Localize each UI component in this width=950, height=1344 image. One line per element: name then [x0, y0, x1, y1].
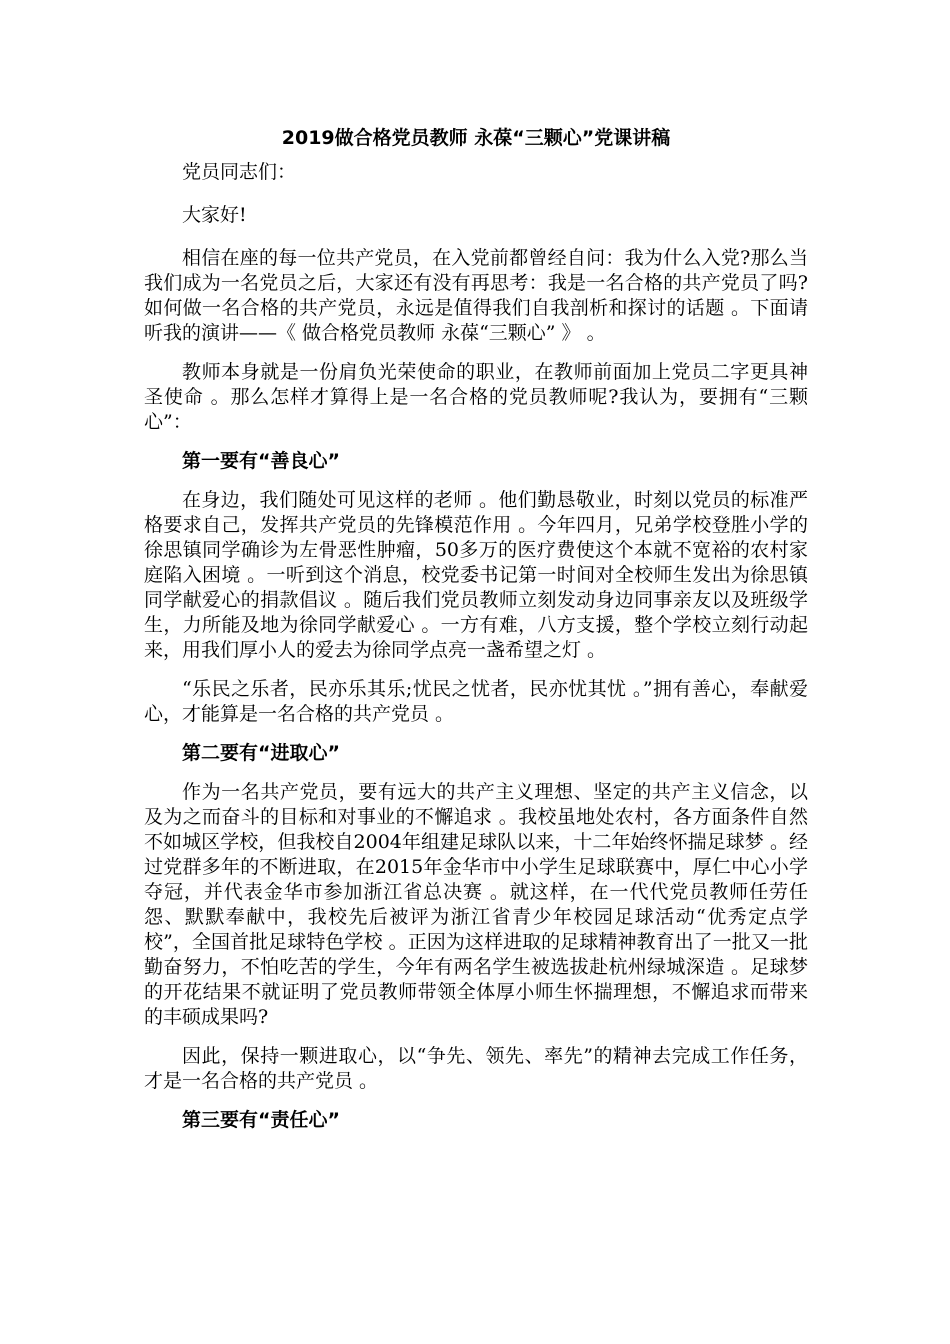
- intro-paragraph: 相信在座的每一位共产党员，在入党前都曾经自问：我为什么入党?那么当我们成为一名党员之后，大家还有没有再思考：我是一名合格的共产党员了吗?如何做一名合格的共产党员，永远是值得我们自我剖析和探讨的话题 。下面请听我的演讲——《 做合格党员教师 永葆“三颗心” 》 。: [144, 247, 808, 344]
- salutation: 党员同志们：: [182, 161, 297, 183]
- greeting: 大家好!: [182, 204, 247, 226]
- enterprise-paragraph-1: 作为一名共产党员，要有远大的共产主义理想、坚定的共产主义信念，以及为之而奋斗的目标和对事业的不懈追求 。我校虽地处农村，各方面条件自然不如城区学校，但我校自2004年组建足球队以来，十二年始终怀揣足球梦 。经过党群多年的不断进取，在2015年金华市中小学生足球联赛中，厚仁中心小学夺冠，并代表金华市参加浙江省总决赛 。就这样，在一代代党员教师任劳任怨、默默奉献中，我校先后被评为浙江省青少年校园足球活动“优秀定点学校”，全国首批足球特色学校 。正因为这样进取的足球精神教育出了一批又一批勤奋努力，不怕吃苦的学生，今年有两名学生被选拔赴杭州绿城深造 。足球梦的开花结果不就证明了党员教师带领全体厚小师生怀揣理想，不懈追求而带来的丰硕成果吗?: [144, 781, 808, 1028]
- document-body: [144, 124, 808, 1147]
- enterprise-paragraph-2: 因此，保持一颗进取心，以“争先、领先、率先”的精神去完成工作任务，才是一名合格的共产党员 。: [144, 1045, 808, 1092]
- section-heading-enterprise: 第二要有“进取心”: [182, 742, 340, 764]
- section-heading-responsibility: 第三要有“责任心”: [182, 1109, 340, 1131]
- kindness-paragraph-2: “乐民之乐者，民亦乐其乐;忧民之忧者，民亦忧其忧 。”拥有善心，奉献爱心，才能算是一名合格的共产党员 。: [144, 678, 808, 725]
- kindness-paragraph-1: 在身边，我们随处可见这样的老师 。他们勤恳敬业，时刻以党员的标准严格要求自己，发挥共产党员的先锋模范作用 。今年四月，兄弟学校登胜小学的徐思镇同学确诊为左骨恶性肿瘤，50多万的医疗费使这个本就不宽裕的农村家庭陷入困境 。一听到这个消息，校党委书记第一时间对全校师生发出为徐思镇同学献爱心的捐款倡议 。随后我们党员教师立刻发动身边同事亲友以及班级学生，力所能及地为徐同学献爱心 。一方有难，八方支援，整个学校立刻行动起来，用我们厚小人的爱去为徐同学点亮一盏希望之灯 。: [144, 489, 808, 661]
- intro-paragraph-2: 教师本身就是一份肩负光荣使命的职业，在教师前面加上党员二字更具神圣使命 。那么怎样才算得上是一名合格的党员教师呢?我认为，要拥有“三颗心”：: [144, 361, 808, 433]
- document-title: 2019做合格党员教师 永葆“三颗心”党课讲稿: [281, 127, 671, 149]
- section-heading-kindness: 第一要有“善良心”: [182, 450, 340, 472]
